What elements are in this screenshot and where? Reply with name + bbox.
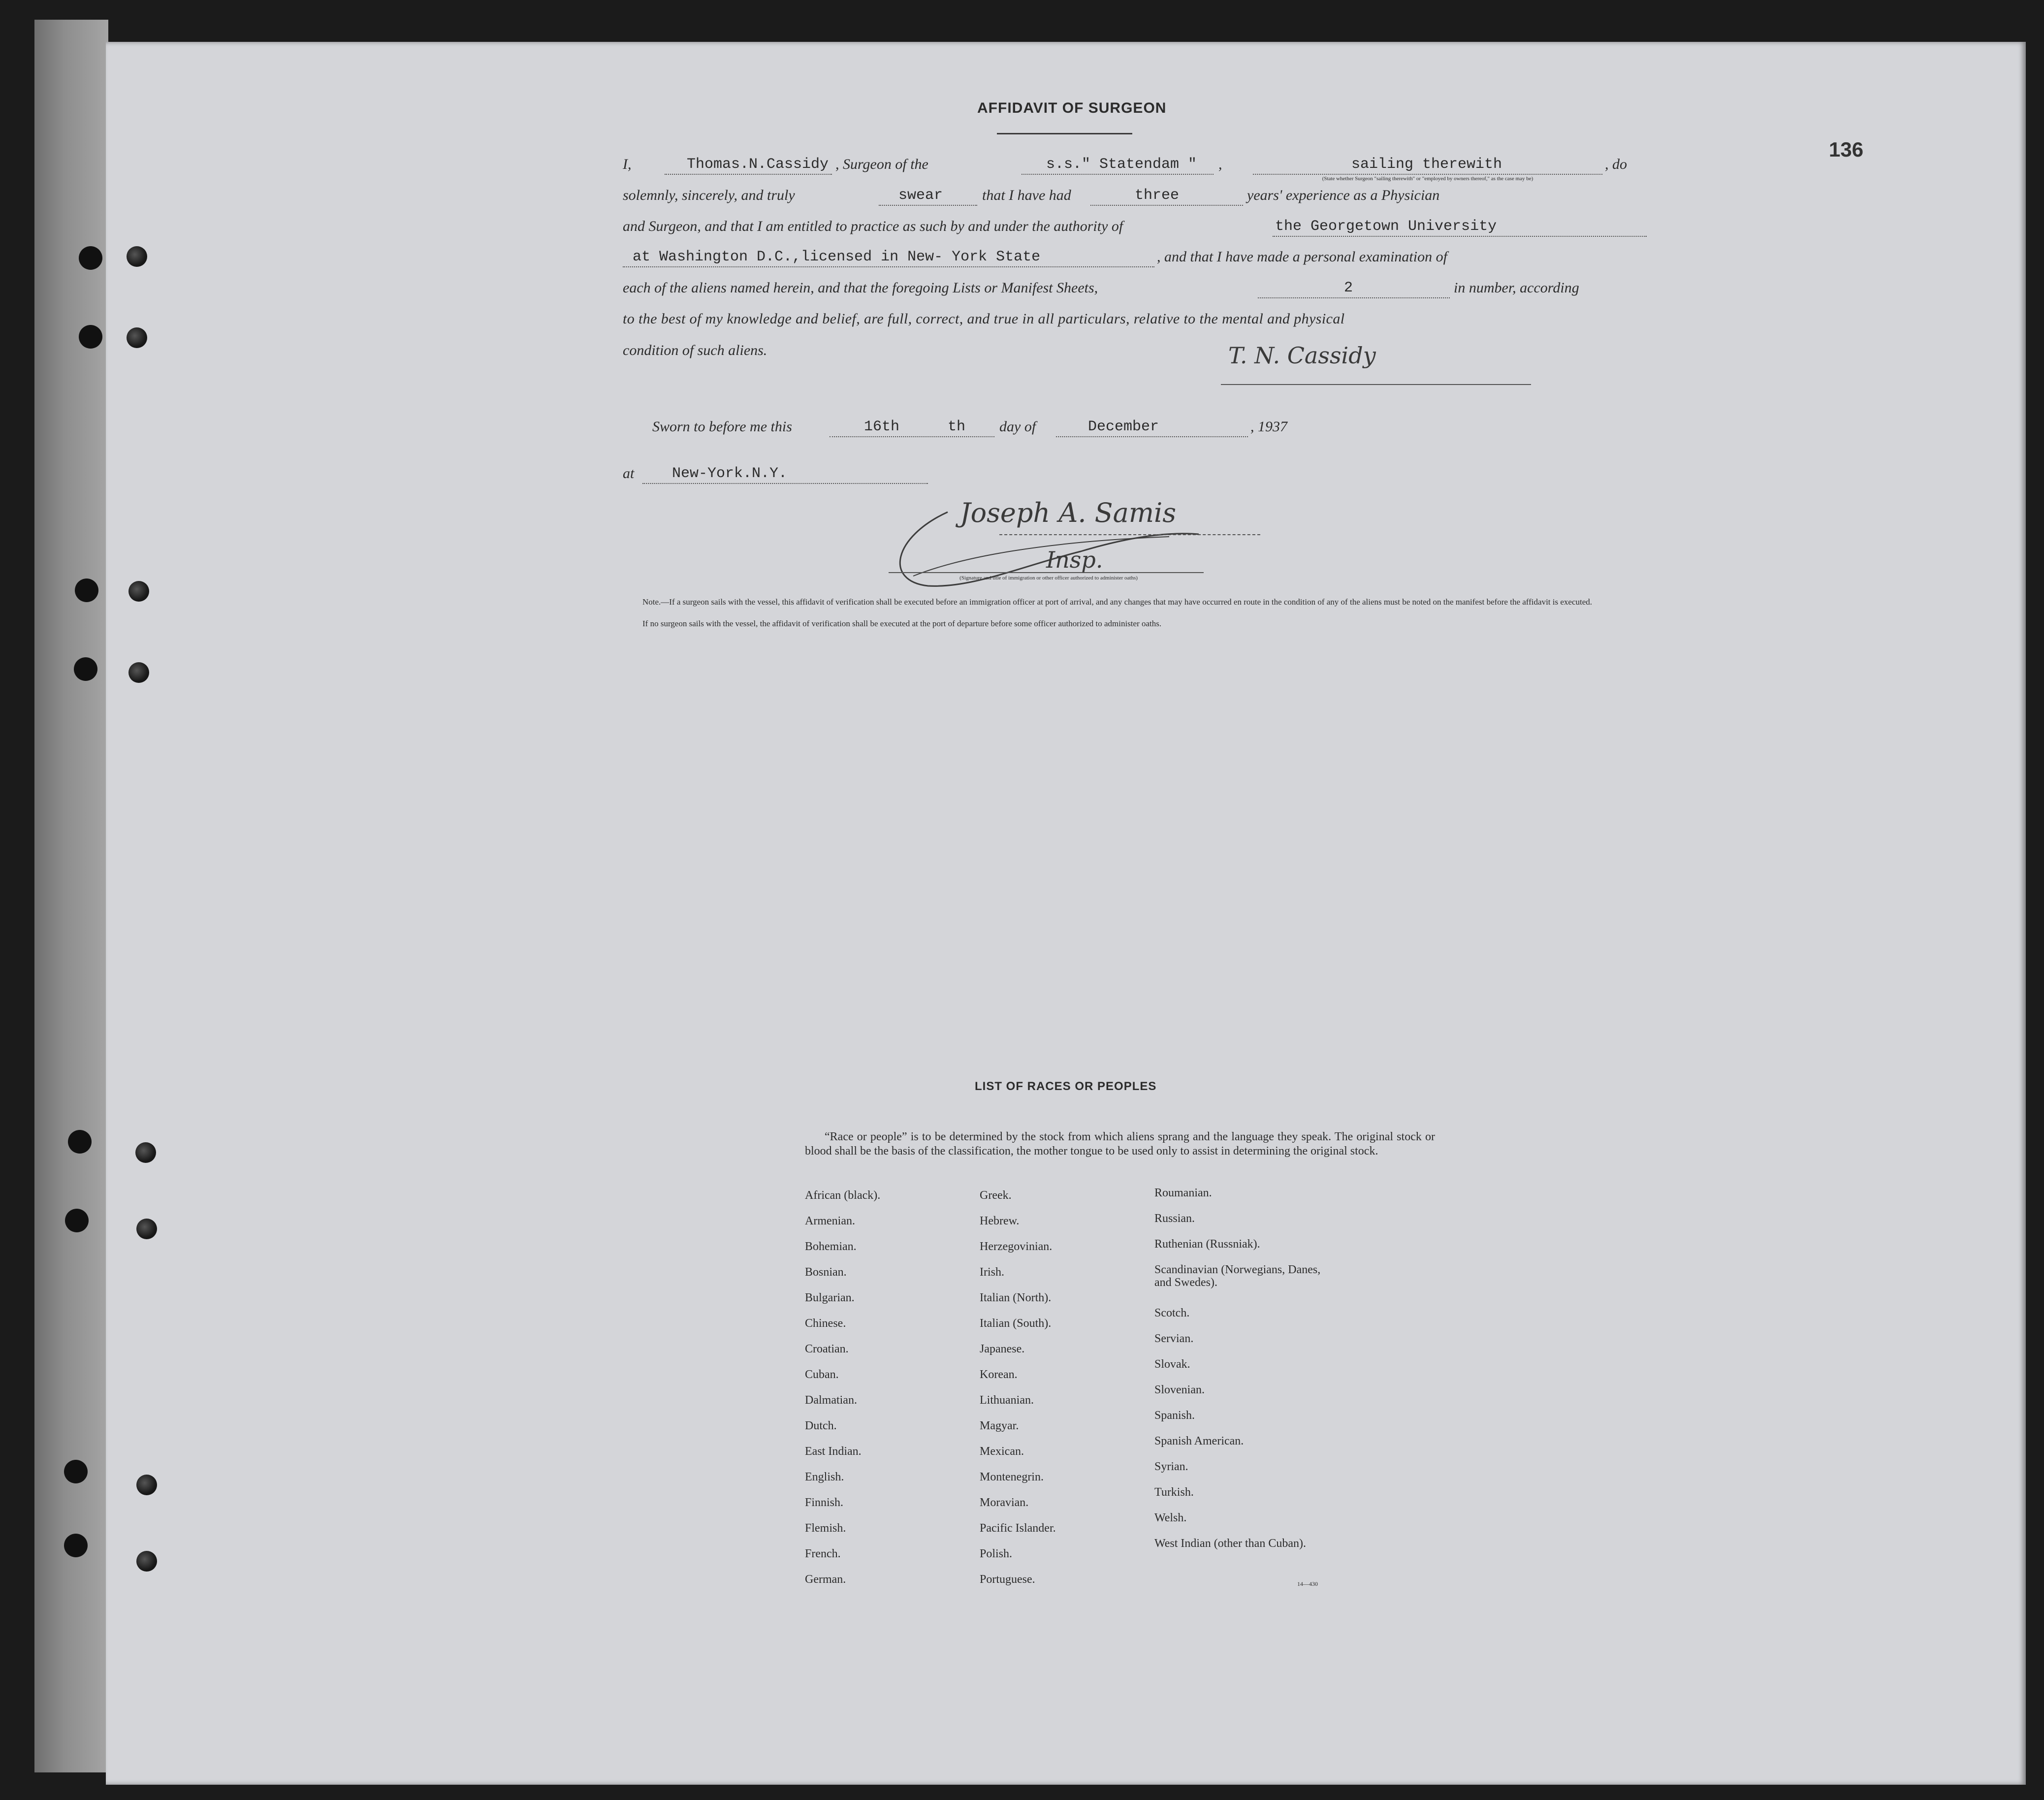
affidavit-title: AFFIDAVIT OF SURGEON	[977, 100, 1167, 116]
race-item: African (black).	[805, 1189, 881, 1202]
surgeon-signature: T. N. Cassidy	[1228, 342, 1376, 369]
years-value: three	[1135, 187, 1180, 204]
races-column-1	[805, 1189, 972, 1599]
sworn-month-value: December	[1088, 418, 1159, 435]
line1-suffix: , do	[1605, 156, 1627, 172]
authority-line-2	[623, 266, 1154, 267]
binder-hole	[75, 579, 98, 602]
race-item: Slovenian.	[1154, 1383, 1205, 1396]
line5-prefix: each of the aliens named herein, and that the foregoing Lists or Manifest Sheets,	[623, 280, 1098, 296]
sworn-th: th	[948, 418, 966, 435]
race-item: Spanish.	[1154, 1409, 1195, 1422]
line5-suffix: in number, according	[1454, 280, 1579, 296]
place-value: New-York.N.Y.	[672, 465, 788, 482]
races-intro: “Race or people” is to be determined by the stock from which aliens sprang and the language they speak. The original stock or blood shall be the basis of the classification, the mother tongue to be used only to assist in determining the original stock.	[805, 1130, 1435, 1157]
line4-suffix: , and that I have made a personal examination of	[1157, 249, 1447, 265]
form-code: 14—430	[1297, 1580, 1318, 1587]
binder-hole	[79, 325, 102, 349]
document-page	[106, 42, 2026, 1785]
line2-mid: that I have had	[982, 187, 1071, 203]
rivet	[128, 581, 149, 602]
race-item: Herzegovinian.	[980, 1240, 1053, 1253]
surgeon-status-line	[1253, 174, 1602, 175]
sheets-line	[1258, 297, 1450, 298]
officer-signature: Joseph A. Samis	[960, 497, 1177, 528]
surgeon-status-value: sailing therewith	[1351, 156, 1502, 173]
race-item: Russian.	[1154, 1212, 1195, 1225]
race-item: Welsh.	[1154, 1511, 1187, 1524]
binder-hole	[74, 657, 97, 681]
affidavit-line-4	[623, 249, 1647, 268]
title-underline	[997, 133, 1132, 134]
line3-prefix: and Surgeon, and that I am entitled to practice as such by and under the authority of	[623, 218, 1123, 234]
race-item: Slovak.	[1154, 1358, 1190, 1371]
race-item: Roumanian.	[1154, 1187, 1212, 1199]
races-column-3	[1154, 1187, 1332, 1563]
race-item: Italian (North).	[980, 1291, 1052, 1304]
binder-hole	[65, 1209, 89, 1232]
authority-line-1	[1273, 236, 1647, 237]
sworn-day-value: 16th	[864, 418, 900, 435]
race-item: Scandinavian (Norwegians, Danes, and Swedes).	[1154, 1263, 1321, 1289]
vessel-name-line	[1022, 174, 1214, 175]
note-1: Note.—If a surgeon sails with the vessel, this affidavit of verification shall be executed before an immigration officer at port of arrival, and any changes that may have occurred en route in the condition of any of the aliens must be noted on the manifest before the affidavit is executed.	[642, 597, 1593, 607]
race-item: Croatian.	[805, 1343, 849, 1355]
affidavit-line-1	[623, 156, 1647, 182]
line1-mid: , Surgeon of the	[835, 156, 928, 172]
place-line	[623, 465, 967, 485]
surgeon-signature-line	[1221, 384, 1531, 385]
race-item: Ruthenian (Russniak).	[1154, 1238, 1260, 1251]
race-item: French.	[805, 1547, 841, 1560]
officer-caption-line	[889, 572, 1204, 573]
race-item: Irish.	[980, 1266, 1004, 1279]
affidavit-line-2	[623, 187, 1647, 207]
officer-title: Insp.	[1046, 546, 1103, 573]
authority-value-2: at Washington D.C.,licensed in New- York State	[633, 249, 1041, 265]
race-item: Korean.	[980, 1368, 1018, 1381]
race-item: Syrian.	[1154, 1460, 1188, 1473]
note-2: If no surgeon sails with the vessel, the affidavit of verification shall be executed at the port of departure before some officer authorized to administer oaths.	[642, 619, 1162, 628]
rivet	[136, 1551, 157, 1572]
place-prefix: at	[623, 465, 635, 482]
race-item: Servian.	[1154, 1332, 1194, 1345]
years-line	[1090, 205, 1243, 206]
race-item: Mexican.	[980, 1445, 1024, 1458]
sworn-day-line	[830, 436, 994, 437]
surgeon-name-value: Thomas.N.Cassidy	[687, 156, 829, 173]
races-title: LIST OF RACES OR PEOPLES	[975, 1080, 1157, 1093]
race-item: Greek.	[980, 1189, 1012, 1202]
sworn-mid: day of	[999, 418, 1036, 435]
race-item: Montenegrin.	[980, 1471, 1044, 1483]
officer-caption: (Signature and title of immigration or other officer authorized to administer oaths)	[959, 575, 1138, 581]
race-item: Italian (South).	[980, 1317, 1052, 1330]
line2-suffix: years' experience as a Physician	[1247, 187, 1440, 203]
rivet	[127, 246, 147, 267]
binder-hole	[64, 1534, 88, 1557]
sheets-value: 2	[1344, 280, 1353, 296]
race-item: Bulgarian.	[805, 1291, 855, 1304]
race-item: Dalmatian.	[805, 1394, 857, 1407]
race-item: Spanish American.	[1154, 1435, 1244, 1447]
rivet	[127, 327, 147, 348]
album-binding	[34, 20, 108, 1772]
affidavit-line-5	[623, 280, 1647, 299]
line2-prefix: solemnly, sincerely, and truly	[623, 187, 795, 203]
sworn-year: , 1937	[1250, 418, 1287, 435]
race-item: Dutch.	[805, 1419, 837, 1432]
rivet	[128, 662, 149, 683]
race-item: German.	[805, 1573, 846, 1586]
race-item: Polish.	[980, 1547, 1013, 1560]
race-item: Bosnian.	[805, 1266, 847, 1279]
line1-comma: ,	[1218, 156, 1222, 172]
line1-prefix: I,	[623, 156, 632, 172]
authority-value-1: the Georgetown University	[1275, 218, 1497, 235]
rivet	[135, 1142, 156, 1163]
race-item: Bohemian.	[805, 1240, 857, 1253]
affidavit-line-6: to the best of my knowledge and belief, are full, correct, and true in all particulars, relative to the mental and physical	[623, 311, 1345, 327]
officer-signature-line	[999, 534, 1260, 535]
race-item: Flemish.	[805, 1522, 846, 1535]
sworn-month-line	[1056, 436, 1248, 437]
race-item: Japanese.	[980, 1343, 1025, 1355]
race-item: East Indian.	[805, 1445, 862, 1458]
page-number: 136	[1829, 138, 1864, 161]
race-item: Scotch.	[1154, 1307, 1190, 1319]
status-note: (State whether Surgeon "sailing therewith" or "employed by owners thereof," as the case may be)	[1322, 176, 1533, 182]
binder-hole	[79, 246, 102, 270]
surgeon-name-line	[665, 174, 832, 175]
oath-value: swear	[898, 187, 943, 204]
race-item: West Indian (other than Cuban).	[1154, 1537, 1306, 1550]
race-item: Magyar.	[980, 1419, 1019, 1432]
sworn-prefix: Sworn to before me this	[652, 418, 792, 435]
race-item: English.	[805, 1471, 844, 1483]
race-item: Chinese.	[805, 1317, 846, 1330]
race-item: Hebrew.	[980, 1215, 1020, 1227]
rivet	[136, 1475, 157, 1495]
race-item: Moravian.	[980, 1496, 1029, 1509]
affidavit-line-3	[623, 218, 1647, 238]
binder-hole	[64, 1460, 88, 1483]
race-item: Portuguese.	[980, 1573, 1035, 1586]
race-item: Armenian.	[805, 1215, 855, 1227]
affidavit-line-7: condition of such aliens.	[623, 342, 767, 358]
races-column-2	[980, 1189, 1147, 1599]
race-item: Pacific Islander.	[980, 1522, 1056, 1535]
race-item: Finnish.	[805, 1496, 844, 1509]
binder-hole	[68, 1130, 92, 1154]
vessel-name-value: s.s." Statendam "	[1046, 156, 1197, 173]
oath-line	[879, 205, 977, 206]
race-item: Lithuanian.	[980, 1394, 1034, 1407]
race-item: Turkish.	[1154, 1486, 1194, 1499]
rivet	[136, 1219, 157, 1239]
race-item: Cuban.	[805, 1368, 839, 1381]
sworn-line	[623, 418, 1410, 438]
